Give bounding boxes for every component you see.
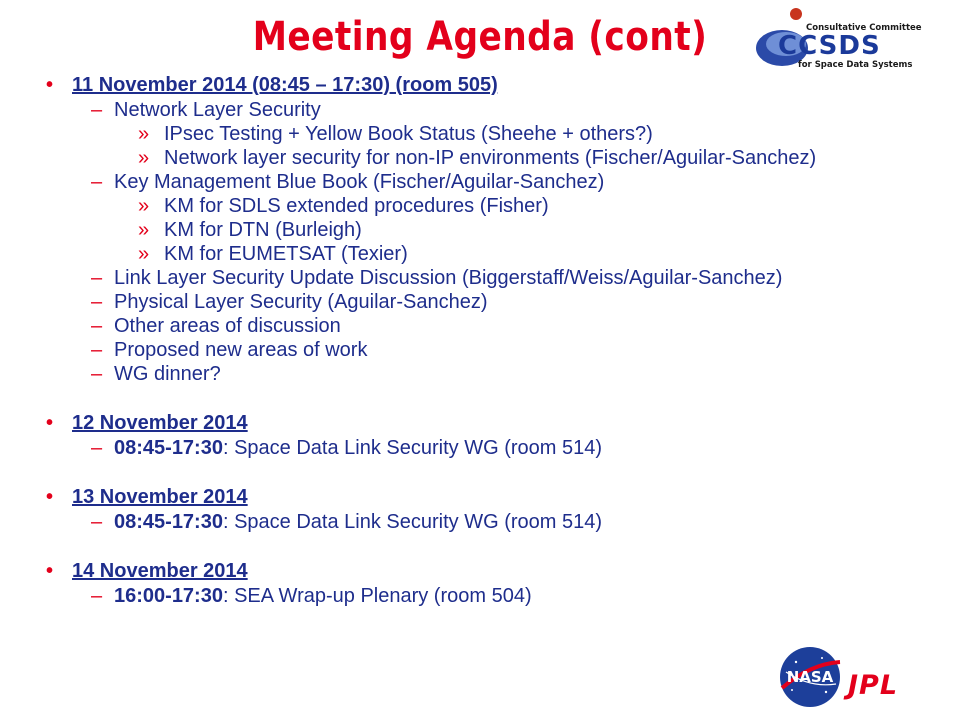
- raquo-icon: »: [138, 123, 150, 145]
- bullet-icon: •: [46, 74, 54, 96]
- item-text: Physical Layer Security (Aguilar-Sanchez): [114, 291, 488, 313]
- ccsds-logo: [752, 6, 922, 72]
- raquo-icon: »: [138, 219, 150, 241]
- section-date: 12 November 2014: [72, 412, 248, 434]
- agenda-section: [46, 484, 866, 534]
- dash-icon: –: [91, 363, 103, 385]
- section-date: 14 November 2014: [72, 560, 248, 582]
- agenda-item: [46, 510, 866, 534]
- agenda-subitem: [46, 194, 866, 218]
- item-text: Network Layer Security: [114, 99, 321, 121]
- subitem-text: KM for EUMETSAT (Texier): [164, 243, 408, 265]
- item-time: 16:00-17:30: [114, 585, 223, 607]
- agenda-item: [46, 290, 866, 314]
- item-text: Proposed new areas of work: [114, 339, 368, 361]
- page-title: Meeting Agenda (cont): [252, 14, 708, 60]
- agenda-content: [46, 72, 866, 608]
- dash-icon: –: [91, 339, 103, 361]
- nasa-logo: [776, 644, 844, 710]
- agenda-section: [46, 72, 866, 386]
- agenda-section: [46, 558, 866, 608]
- agenda-subitem: [46, 146, 866, 170]
- section-date: 11 November 2014 (08:45 – 17:30) (room 505): [72, 74, 498, 96]
- dash-icon: –: [91, 267, 103, 289]
- item-text: Key Management Blue Book (Fischer/Aguilar-Sanchez): [114, 171, 605, 193]
- dash-icon: –: [91, 315, 103, 337]
- nasa-logo-text: NASA: [786, 668, 834, 686]
- subitem-text: IPsec Testing + Yellow Book Status (Sheehe + others?): [164, 123, 653, 145]
- ccsds-logo-line1: Consultative Committee: [806, 23, 922, 33]
- raquo-icon: »: [138, 147, 150, 169]
- agenda-subitem: [46, 218, 866, 242]
- agenda-item: [46, 266, 866, 290]
- dash-icon: –: [91, 171, 103, 193]
- ccsds-logo-line3: for Space Data Systems: [798, 60, 913, 70]
- section-date: 13 November 2014: [72, 486, 248, 508]
- dash-icon: –: [91, 99, 103, 121]
- item-text: : Space Data Link Security WG (room 514): [222, 511, 603, 533]
- bullet-icon: •: [46, 486, 54, 508]
- subitem-text: Network layer security for non-IP environments (Fischer/Aguilar-Sanchez): [164, 147, 817, 169]
- item-text: : SEA Wrap-up Plenary (room 504): [222, 585, 532, 607]
- section-header: [46, 410, 866, 436]
- item-time: 08:45-17:30: [114, 511, 223, 533]
- agenda-item: [46, 98, 866, 122]
- agenda-item: [46, 314, 866, 338]
- dash-icon: –: [91, 291, 103, 313]
- agenda-item: [46, 362, 866, 386]
- agenda-item: [46, 170, 866, 194]
- dash-icon: –: [91, 585, 103, 607]
- section-header: [46, 558, 866, 584]
- ccsds-logo-acronym: CCSDS: [778, 31, 881, 61]
- section-spacer: [46, 386, 866, 410]
- agenda-item: [46, 338, 866, 362]
- bullet-icon: •: [46, 412, 54, 434]
- jpl-logo: JPL: [848, 670, 899, 701]
- item-text: Link Layer Security Update Discussion (Biggerstaff/Weiss/Aguilar-Sanchez): [114, 267, 783, 289]
- agenda-item: [46, 584, 866, 608]
- subitem-text: KM for SDLS extended procedures (Fisher): [164, 195, 549, 217]
- dash-icon: –: [91, 437, 103, 459]
- section-header: [46, 484, 866, 510]
- subitem-text: KM for DTN (Burleigh): [164, 219, 362, 241]
- dash-icon: –: [91, 511, 103, 533]
- agenda-subitem: [46, 122, 866, 146]
- item-time: 08:45-17:30: [114, 437, 223, 459]
- bullet-icon: •: [46, 560, 54, 582]
- raquo-icon: »: [138, 243, 150, 265]
- agenda-section: [46, 410, 866, 460]
- item-text: Other areas of discussion: [114, 315, 341, 337]
- section-spacer: [46, 460, 866, 484]
- agenda-item: [46, 436, 866, 460]
- raquo-icon: »: [138, 195, 150, 217]
- section-spacer: [46, 534, 866, 558]
- item-text: WG dinner?: [114, 363, 221, 385]
- item-text: : Space Data Link Security WG (room 514): [222, 437, 603, 459]
- agenda-subitem: [46, 242, 866, 266]
- section-header: [46, 72, 866, 98]
